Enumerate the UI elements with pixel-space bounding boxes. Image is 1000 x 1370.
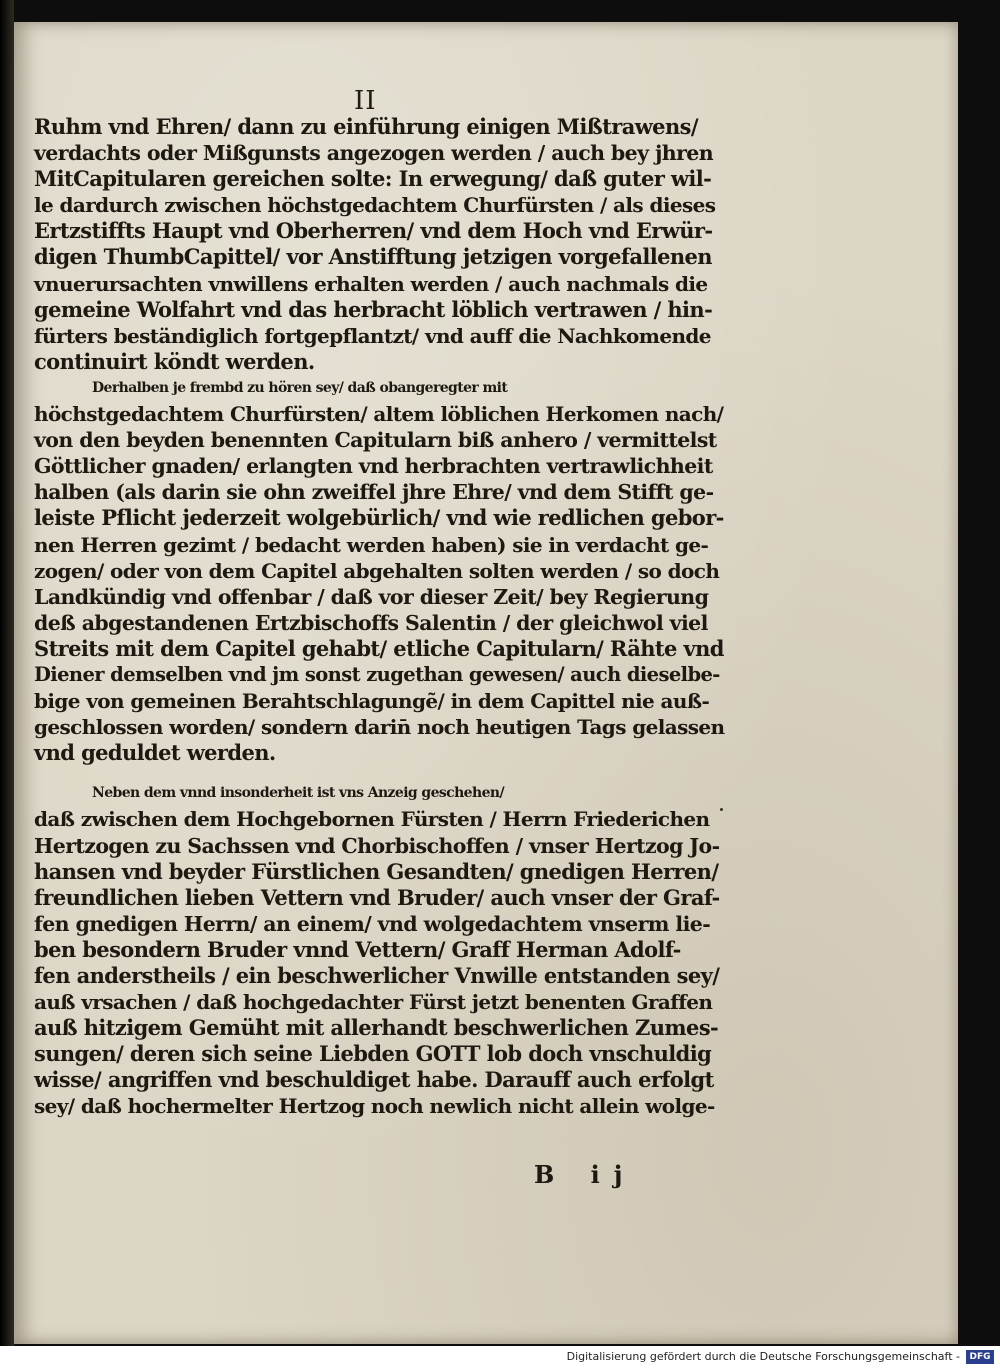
text-line: deß abgestandenen Ertzbischoffs Salentin / der gleichwol viel (34, 610, 708, 635)
text-line: geschlossen worden/ sondern darin̄ noch heutigen Tags gelassen (34, 715, 725, 740)
text-line: Hertzogen zu Sachssen vnd Chorbischoffen / vnser Hertzog Jo- (34, 833, 720, 858)
page-number: II (354, 86, 377, 116)
dfg-logo: DFG (966, 1350, 994, 1364)
text-line: ben besondern Bruder vnnd Vettern/ Graff Herman Adolf- (34, 936, 681, 962)
book-edge (0, 0, 14, 1346)
text-line: vnuerursachten vnwillens erhalten werden / auch nachmals die (34, 271, 708, 296)
text-line: fen gnedigen Herrn/ an einem/ vnd wolgedachtem vnserm lie- (34, 911, 711, 936)
text-line: Göttlicher gnaden/ erlangten vnd herbrachten vertrawlichheit (34, 454, 713, 479)
text-line: von den beyden benennten Capitularn biß anhero / vermittelst (34, 428, 717, 453)
text-line: Neben dem vnnd insonderheit ist vns Anzeig geschehen/ (92, 785, 504, 802)
text-line: le dardurch zwischen höchstgedachtem Churfürsten / als dieses (34, 193, 716, 218)
text-line: zogen/ oder von dem Capitel abgehalten solten werden / so doch (34, 558, 720, 583)
text-line: Diener demselben vnd jm sonst zugethan gewesen/ auch dieselbe- (34, 662, 720, 686)
document-page (14, 22, 958, 1344)
text-line: freundlichen lieben Vettern vnd Bruder/ auch vnser der Graf- (34, 884, 720, 910)
text-line: daß zwischen dem Hochgebornen Fürsten / Herrn Friederichen (34, 807, 710, 832)
text-line: Ruhm vnd Ehren/ dann zu einführung einigen Mißtrawens/ (34, 114, 698, 139)
text-line: leiste Pflicht jederzeit wolgebürlich/ vnd wie redlichen gebor- (34, 505, 724, 531)
text-line: bige von gemeinen Berahtschlagungẽ/ in dem Capittel nie auß- (34, 689, 710, 714)
text-line: MitCapitularen gereichen solte: In erwegung/ daß guter wil- (34, 166, 712, 192)
signature-mark: B ij (534, 1160, 637, 1189)
text-line: sungen/ deren sich seine Liebden GOTT lob doch vnschuldig (34, 1041, 712, 1067)
text-line: Streits mit dem Capitel gehabt/ etliche Capitularn/ Rähte vnd (34, 635, 724, 661)
text-line: continuirt köndt werden. (34, 348, 315, 374)
text-line: auß vrsachen / daß hochgedachter Fürst jetzt benenten Graffen (34, 990, 713, 1015)
text-line: Landkündig vnd offenbar / daß vor dieser Zeit/ bey Regierung (34, 584, 709, 609)
text-line: wisse/ angriffen vnd beschuldiget habe. Darauff auch erfolgt (34, 1067, 714, 1093)
funding-notice: Digitalisierung gefördert durch die Deutsche Forschungsgemeinschaft - (566, 1350, 960, 1363)
text-line: fen anderstheils / ein beschwerlicher Vnwille entstanden sey/ (34, 963, 720, 988)
text-line: verdachts oder Mißgunsts angezogen werden / auch bey jhren (34, 141, 714, 166)
text-line: Ertzstiffts Haupt vnd Oberherren/ vnd dem Hoch vnd Erwür- (34, 218, 713, 244)
text-line: hansen vnd beyder Fürstlichen Gesandten/ gnedigen Herren/ (34, 858, 719, 884)
text-line: halben (als darin sie ohn zweiffel jhre Ehre/ vnd dem Stifft ge- (34, 480, 714, 505)
ink-speck (720, 808, 723, 811)
text-line: sey/ daß hochermelter Hertzog noch newlich nicht allein wolge- (34, 1094, 715, 1119)
paragraph-gap (34, 766, 724, 780)
footer-bar (0, 1346, 1000, 1370)
text-line: gemeine Wolfahrt vnd das herbracht löblich vertrawen / hin- (34, 296, 713, 322)
text-line: nen Herren gezimt / bedacht werden haben) sie in verdacht ge- (34, 532, 709, 557)
text-line: vnd geduldet werden. (34, 740, 276, 766)
text-line: Derhalben je frembd zu hören sey/ daß obangeregter mit (92, 379, 508, 396)
text-line: auß hitzigem Gemüht mit allerhandt beschwerlichen Zumes- (34, 1015, 719, 1041)
body-text (34, 114, 724, 1120)
text-line: digen ThumbCapittel/ vor Anstifftung jetzigen vorgefallenen (34, 244, 712, 270)
text-line: höchstgedachtem Churfürsten/ altem löblichen Herkomen nach/ (34, 402, 724, 427)
text-line: fürters beständiglich fortgepflantzt/ vnd auff die Nachkomende (34, 323, 711, 348)
